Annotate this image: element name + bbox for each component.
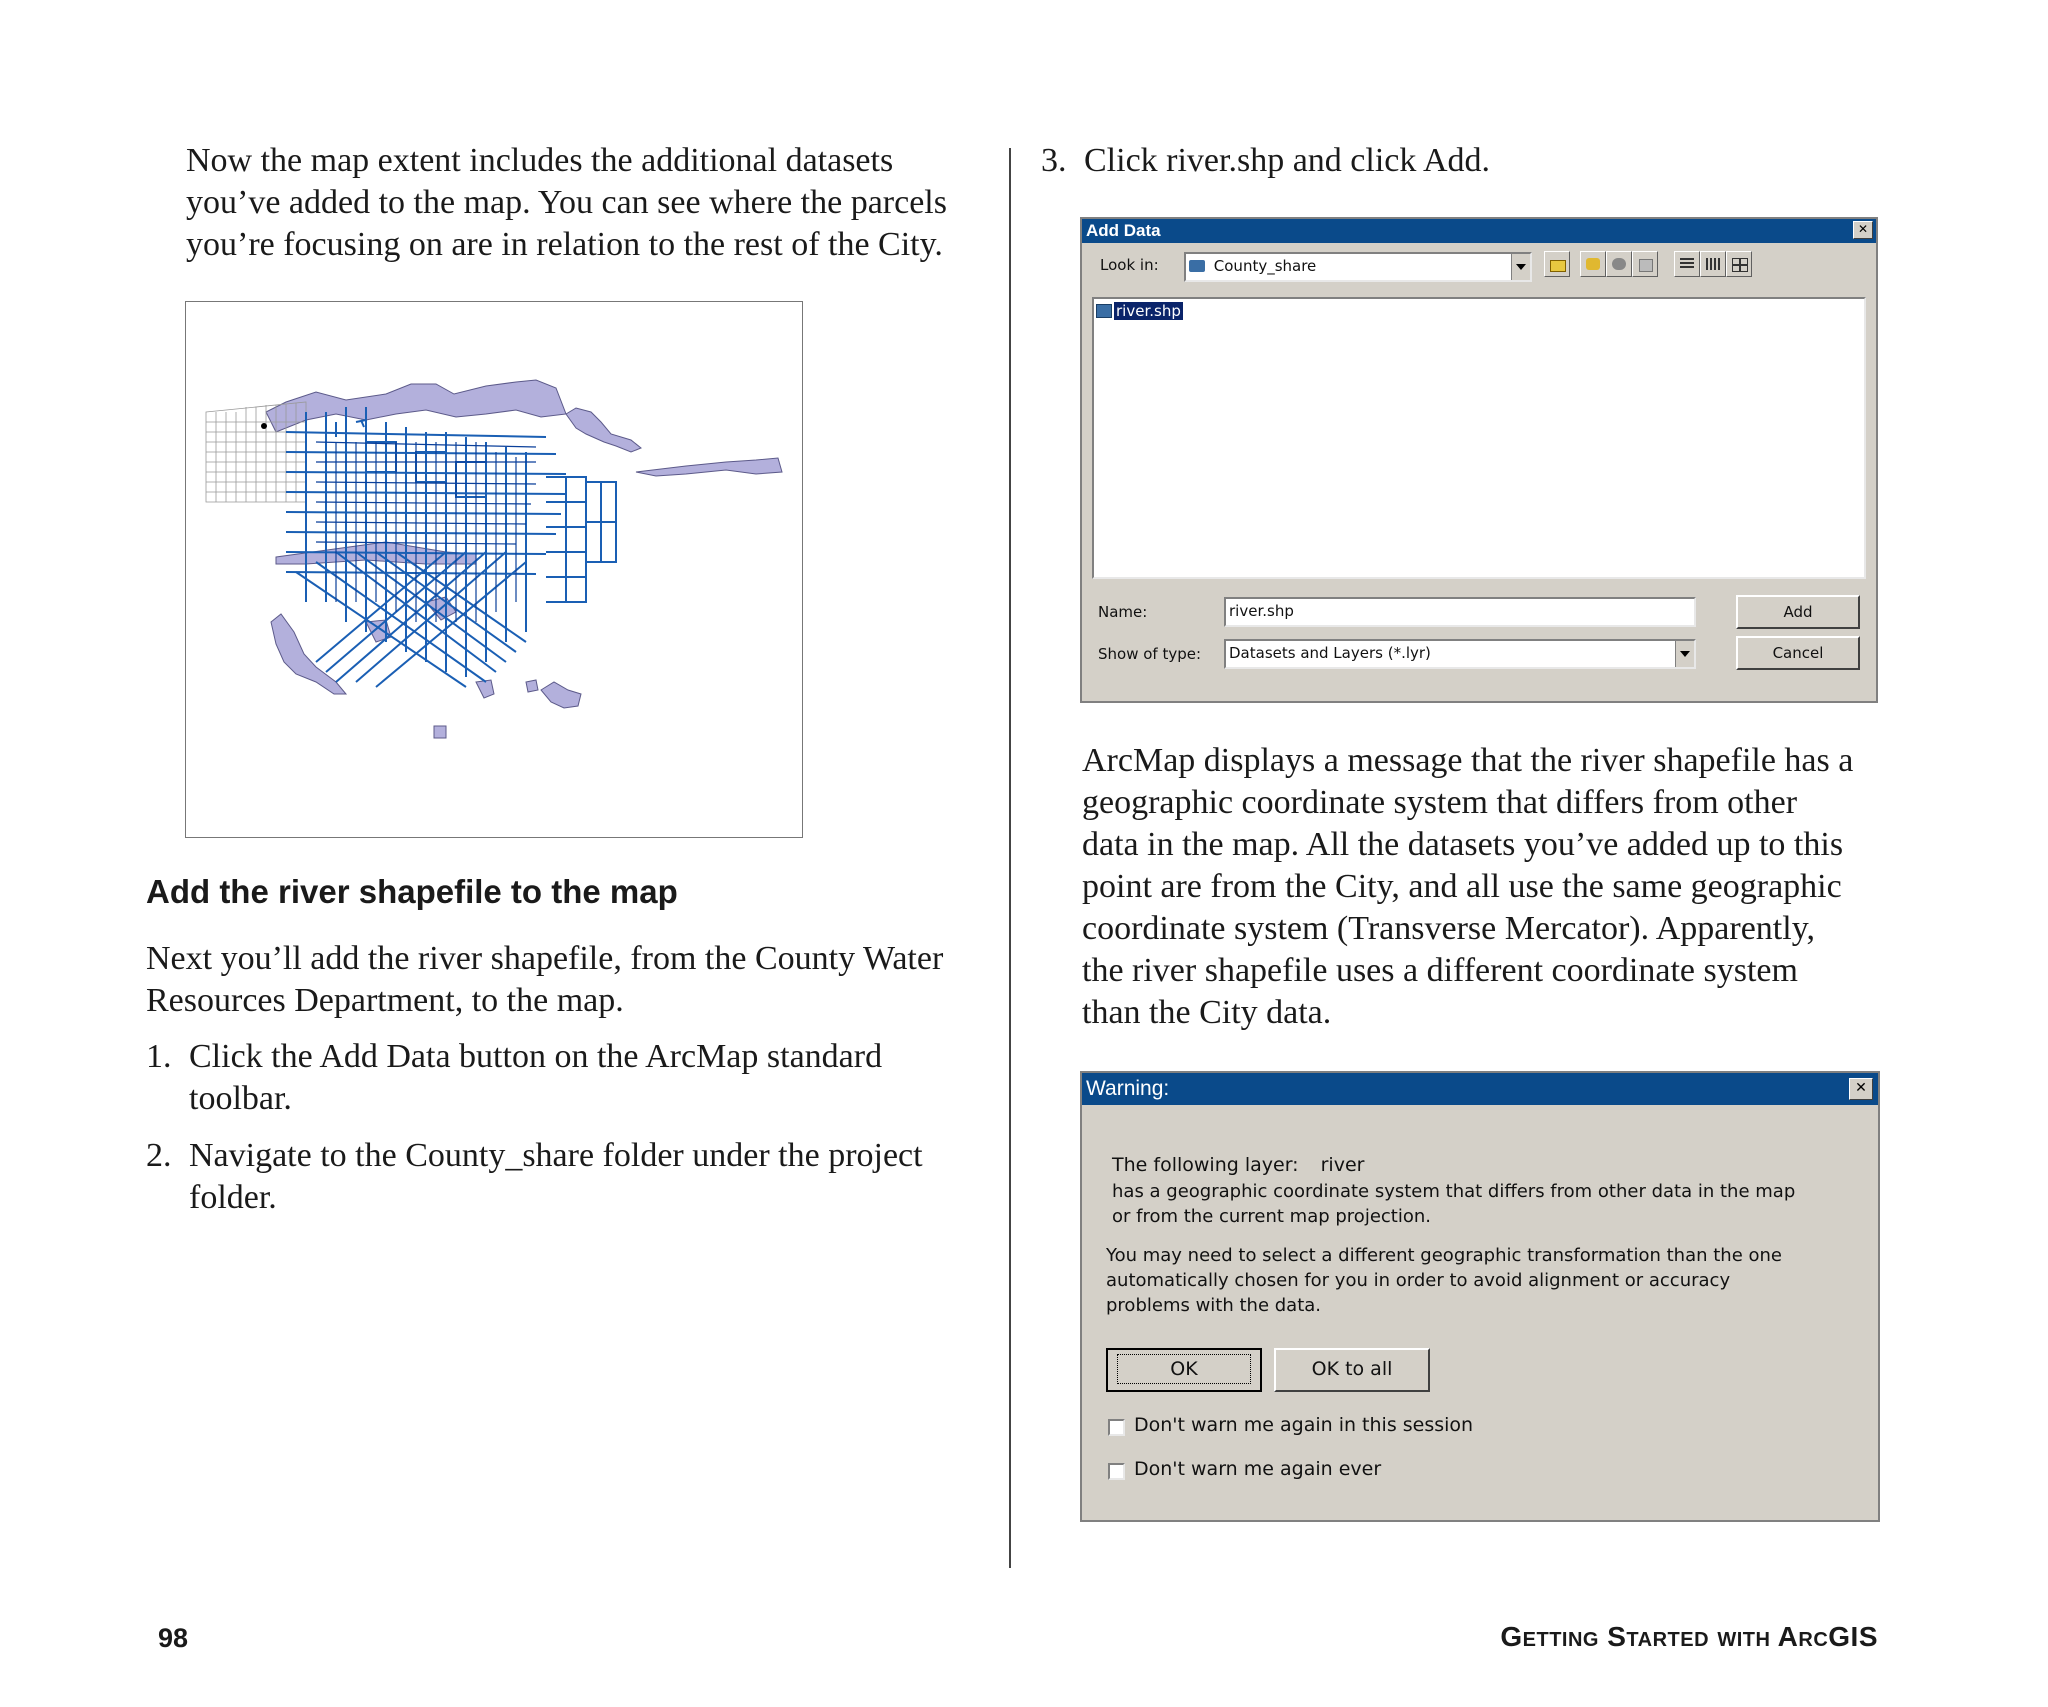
step-number: 1. [146, 1038, 172, 1075]
step-line: toolbar. [189, 1080, 292, 1117]
intro-paragraph [186, 140, 947, 266]
thumbnail-view-icon[interactable] [1726, 251, 1752, 277]
connect-folder-icon[interactable] [1580, 251, 1606, 277]
step-1 [146, 1036, 966, 1126]
warning-line: or from the current map projection. [1112, 1206, 1431, 1227]
name-input[interactable] [1224, 597, 1696, 627]
intro-line: Now the map extent includes the additional datasets [186, 142, 894, 179]
ok-to-all-button-label: OK to all [1311, 1358, 1393, 1380]
new-folder-icon[interactable] [1632, 251, 1658, 277]
page-number: 98 [158, 1623, 189, 1653]
cancel-button[interactable] [1736, 636, 1860, 670]
ok-to-all-button[interactable] [1274, 1348, 1430, 1392]
message-line: point are from the City, and all use the same geographic [1082, 868, 1842, 905]
layer-label: The following layer: [1112, 1154, 1299, 1176]
look-in-value: County_share [1213, 257, 1317, 275]
folder-icon [1189, 260, 1205, 272]
warning-text-1 [1112, 1179, 1795, 1229]
up-one-level-icon[interactable] [1544, 251, 1570, 277]
dont-warn-session-checkbox[interactable] [1108, 1419, 1125, 1436]
dont-warn-ever-label[interactable]: Don't warn me again ever [1134, 1458, 1382, 1480]
section-heading: Add the river shapefile to the map [146, 873, 678, 910]
section-line: Next you’ll add the river shapefile, from the County Water [146, 940, 944, 977]
dialog-title: Add Data [1086, 221, 1161, 240]
list-item[interactable] [1096, 301, 1183, 321]
message-paragraph [1082, 740, 1853, 1034]
name-label: Name: [1098, 603, 1148, 621]
warning-dialog [1080, 1071, 1880, 1522]
message-line: data in the map. All the datasets you’ve added up to this [1082, 826, 1844, 863]
section-line: Resources Department, to the map. [146, 982, 624, 1019]
book-title: Getting Started with ArcGIS [1500, 1621, 1878, 1652]
step-line: Navigate to the County_share folder under the project [189, 1137, 923, 1174]
type-label: Show of type: [1098, 645, 1202, 663]
dialog-titlebar[interactable] [1082, 219, 1876, 243]
chevron-down-icon[interactable] [1511, 254, 1530, 280]
close-button[interactable] [1853, 221, 1873, 239]
close-icon: ✕ [1857, 222, 1869, 236]
close-button[interactable] [1849, 1078, 1873, 1100]
message-line: the river shapefile uses a different coordinate system [1082, 952, 1798, 989]
look-in-label: Look in: [1100, 256, 1159, 274]
look-in-dropdown[interactable] [1184, 252, 1532, 282]
add-data-dialog [1080, 217, 1878, 703]
name-value: river.shp [1229, 602, 1294, 620]
step-number: 3. [1041, 142, 1067, 179]
type-dropdown[interactable] [1224, 639, 1696, 669]
close-icon: ✕ [1855, 1080, 1867, 1096]
intro-line: you’ve added to the map. You can see where the parcels [186, 184, 947, 221]
dialog-titlebar[interactable] [1082, 1073, 1878, 1105]
type-value: Datasets and Layers (*.lyr) [1229, 644, 1431, 662]
step-2 [146, 1135, 966, 1225]
warning-line: problems with the data. [1106, 1295, 1322, 1316]
add-button-label: Add [1783, 603, 1813, 621]
city-map-image [186, 302, 801, 836]
add-button[interactable] [1736, 595, 1860, 629]
file-list[interactable] [1092, 297, 1866, 579]
chevron-down-icon[interactable] [1675, 641, 1694, 667]
dialog-title: Warning: [1086, 1077, 1170, 1100]
shapefile-icon [1096, 304, 1112, 318]
warning-line: has a geographic coordinate system that differs from other data in the map [1112, 1181, 1796, 1202]
cancel-button-label: Cancel [1772, 644, 1824, 662]
message-line: geographic coordinate system that differs from other [1082, 784, 1798, 821]
column-divider [1009, 148, 1011, 1568]
message-line: coordinate system (Transverse Mercator). Apparently, [1082, 910, 1815, 947]
layer-name: river [1320, 1154, 1365, 1176]
dont-warn-ever-checkbox[interactable] [1108, 1463, 1125, 1480]
message-line: than the City data. [1082, 994, 1332, 1031]
intro-line: you’re focusing on are in relation to the rest of the City. [186, 226, 943, 263]
step-number: 2. [146, 1137, 172, 1174]
warning-layer-line [1112, 1153, 1364, 1178]
dont-warn-session-label[interactable]: Don't warn me again in this session [1134, 1414, 1474, 1436]
warning-line: You may need to select a different geographic transformation than the one [1106, 1245, 1782, 1266]
step-line: Click the Add Data button on the ArcMap standard [189, 1038, 883, 1075]
message-line: ArcMap displays a message that the river shapefile has a [1082, 742, 1854, 779]
list-view-icon[interactable] [1674, 251, 1700, 277]
section-paragraph [146, 938, 943, 1022]
ok-button[interactable] [1106, 1348, 1262, 1392]
warning-line: automatically chosen for you in order to avoid alignment or accuracy [1106, 1270, 1731, 1291]
details-view-icon[interactable] [1700, 251, 1726, 277]
step-3 [1041, 140, 1941, 185]
warning-text-2 [1106, 1243, 1782, 1318]
step-line: folder. [189, 1179, 277, 1216]
step-line: Click river.shp and click Add. [1084, 142, 1491, 179]
file-name: river.shp [1116, 302, 1181, 320]
ok-button-label: OK [1117, 1354, 1250, 1384]
map-figure [185, 301, 803, 838]
disconnect-folder-icon[interactable] [1606, 251, 1632, 277]
